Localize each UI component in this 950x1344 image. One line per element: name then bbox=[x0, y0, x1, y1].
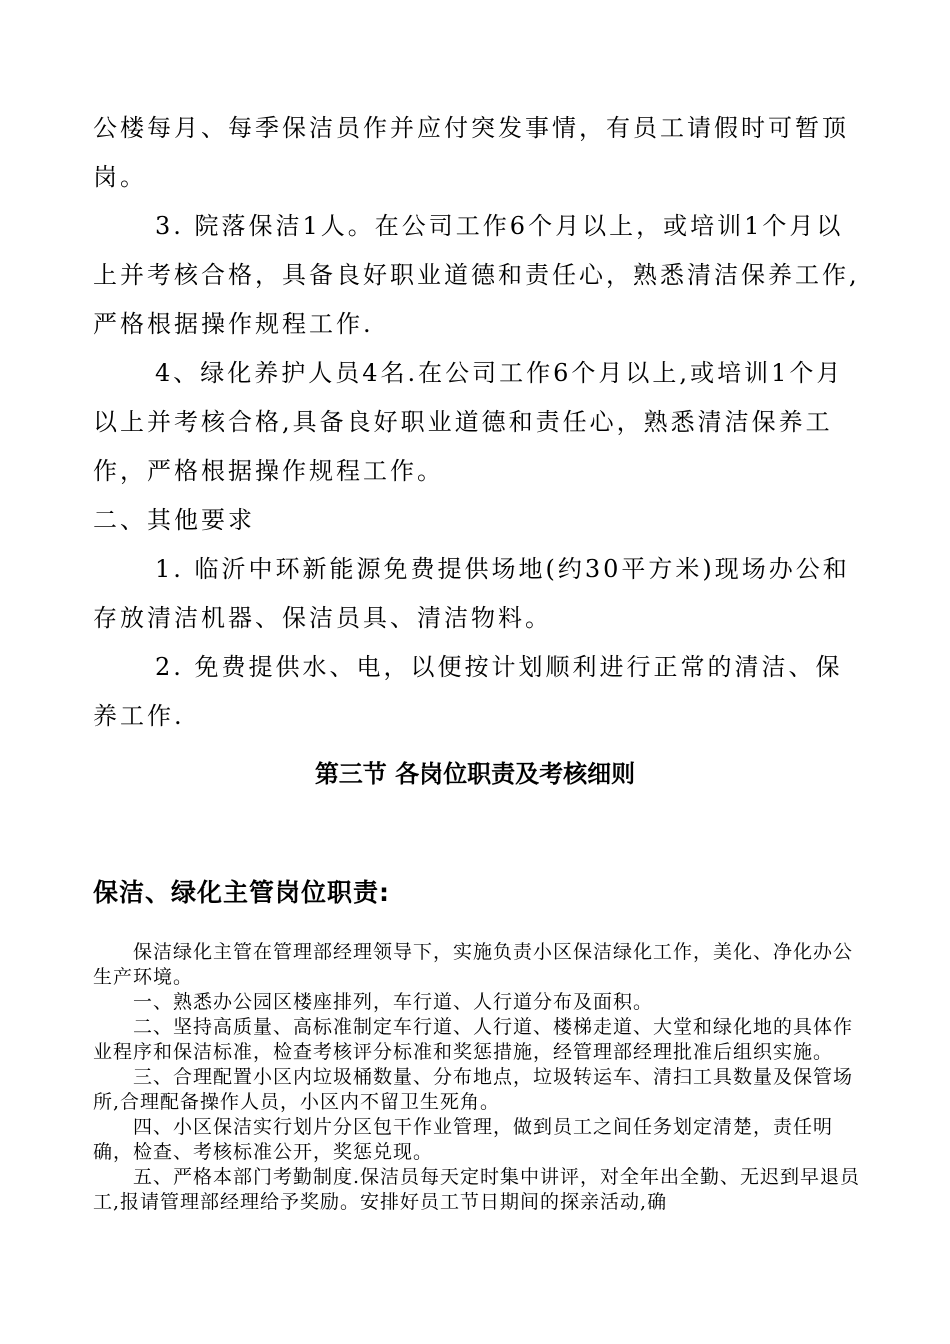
paragraph-water-electricity: 2. 免费提供水、电，以便按计划顺利进行正常的清洁、保养工作. bbox=[93, 653, 843, 730]
paragraph-continued: 公楼每月、每季保洁员作并应付突发事情，有员工请假时可暂顶岗。 bbox=[93, 114, 849, 191]
duty-item-3: 三、合理配置小区内垃圾桶数量、分布地点，垃圾转运车、清扫工具数量及保管场所,合理配备操作人员，小区内不留卫生死角。 bbox=[93, 1066, 854, 1113]
duty-item-1: 一、熟悉办公园区楼座排列，车行道、人行道分布及面积。 bbox=[133, 991, 654, 1013]
top-text-block bbox=[93, 104, 863, 741]
duties-intro: 保洁绿化主管在管理部经理领导下，实施负责小区保洁绿化工作，美化、净化办公生产环境。 bbox=[93, 941, 854, 988]
duty-item-2: 二、坚持高质量、高标准制定车行道、人行道、楼梯走道、大堂和绿化地的具体作业程序和保洁标准，检查考核评分标准和奖惩措施，经管理部经理批准后组织实施。 bbox=[93, 1016, 854, 1063]
duty-item-4: 四、小区保洁实行划片分区包干作业管理，做到员工之间任务划定清楚，责任明确，检查、考核标准公开，奖惩兑现。 bbox=[93, 1116, 834, 1163]
paragraph-greening-staff: 4、绿化养护人员4名.在公司工作6个月以上,或培训1个月以上并考核合格,具备良好职业道德和责任心，熟悉清洁保养工作，严格根据操作规程工作。 bbox=[93, 359, 844, 485]
heading-other-requirements: 二、其他要求 bbox=[93, 506, 255, 534]
duty-item-5: 五、严格本部门考勤制度.保洁员每天定时集中讲评，对全年出全勤、无迟到早退员工,报请管理部经理给予奖励。安排好员工节日期间的探亲活动,确 bbox=[93, 1166, 861, 1213]
role-title: 保洁、绿化主管岗位职责: bbox=[93, 878, 390, 907]
paragraph-courtyard-cleaning: 3. 院落保洁1人。在公司工作6个月以上，或培训1个月以上并考核合格，具备良好职业道德和责任心，熟悉清洁保养工作,严格根据操作规程工作. bbox=[93, 212, 860, 338]
duties-block bbox=[93, 940, 863, 1215]
section-title: 第三节 各岗位职责及考核细则 bbox=[314, 760, 636, 788]
paragraph-office-space: 1. 临沂中环新能源免费提供场地(约30平方米)现场办公和存放清洁机器、保洁员具、清洁物料。 bbox=[93, 555, 850, 632]
